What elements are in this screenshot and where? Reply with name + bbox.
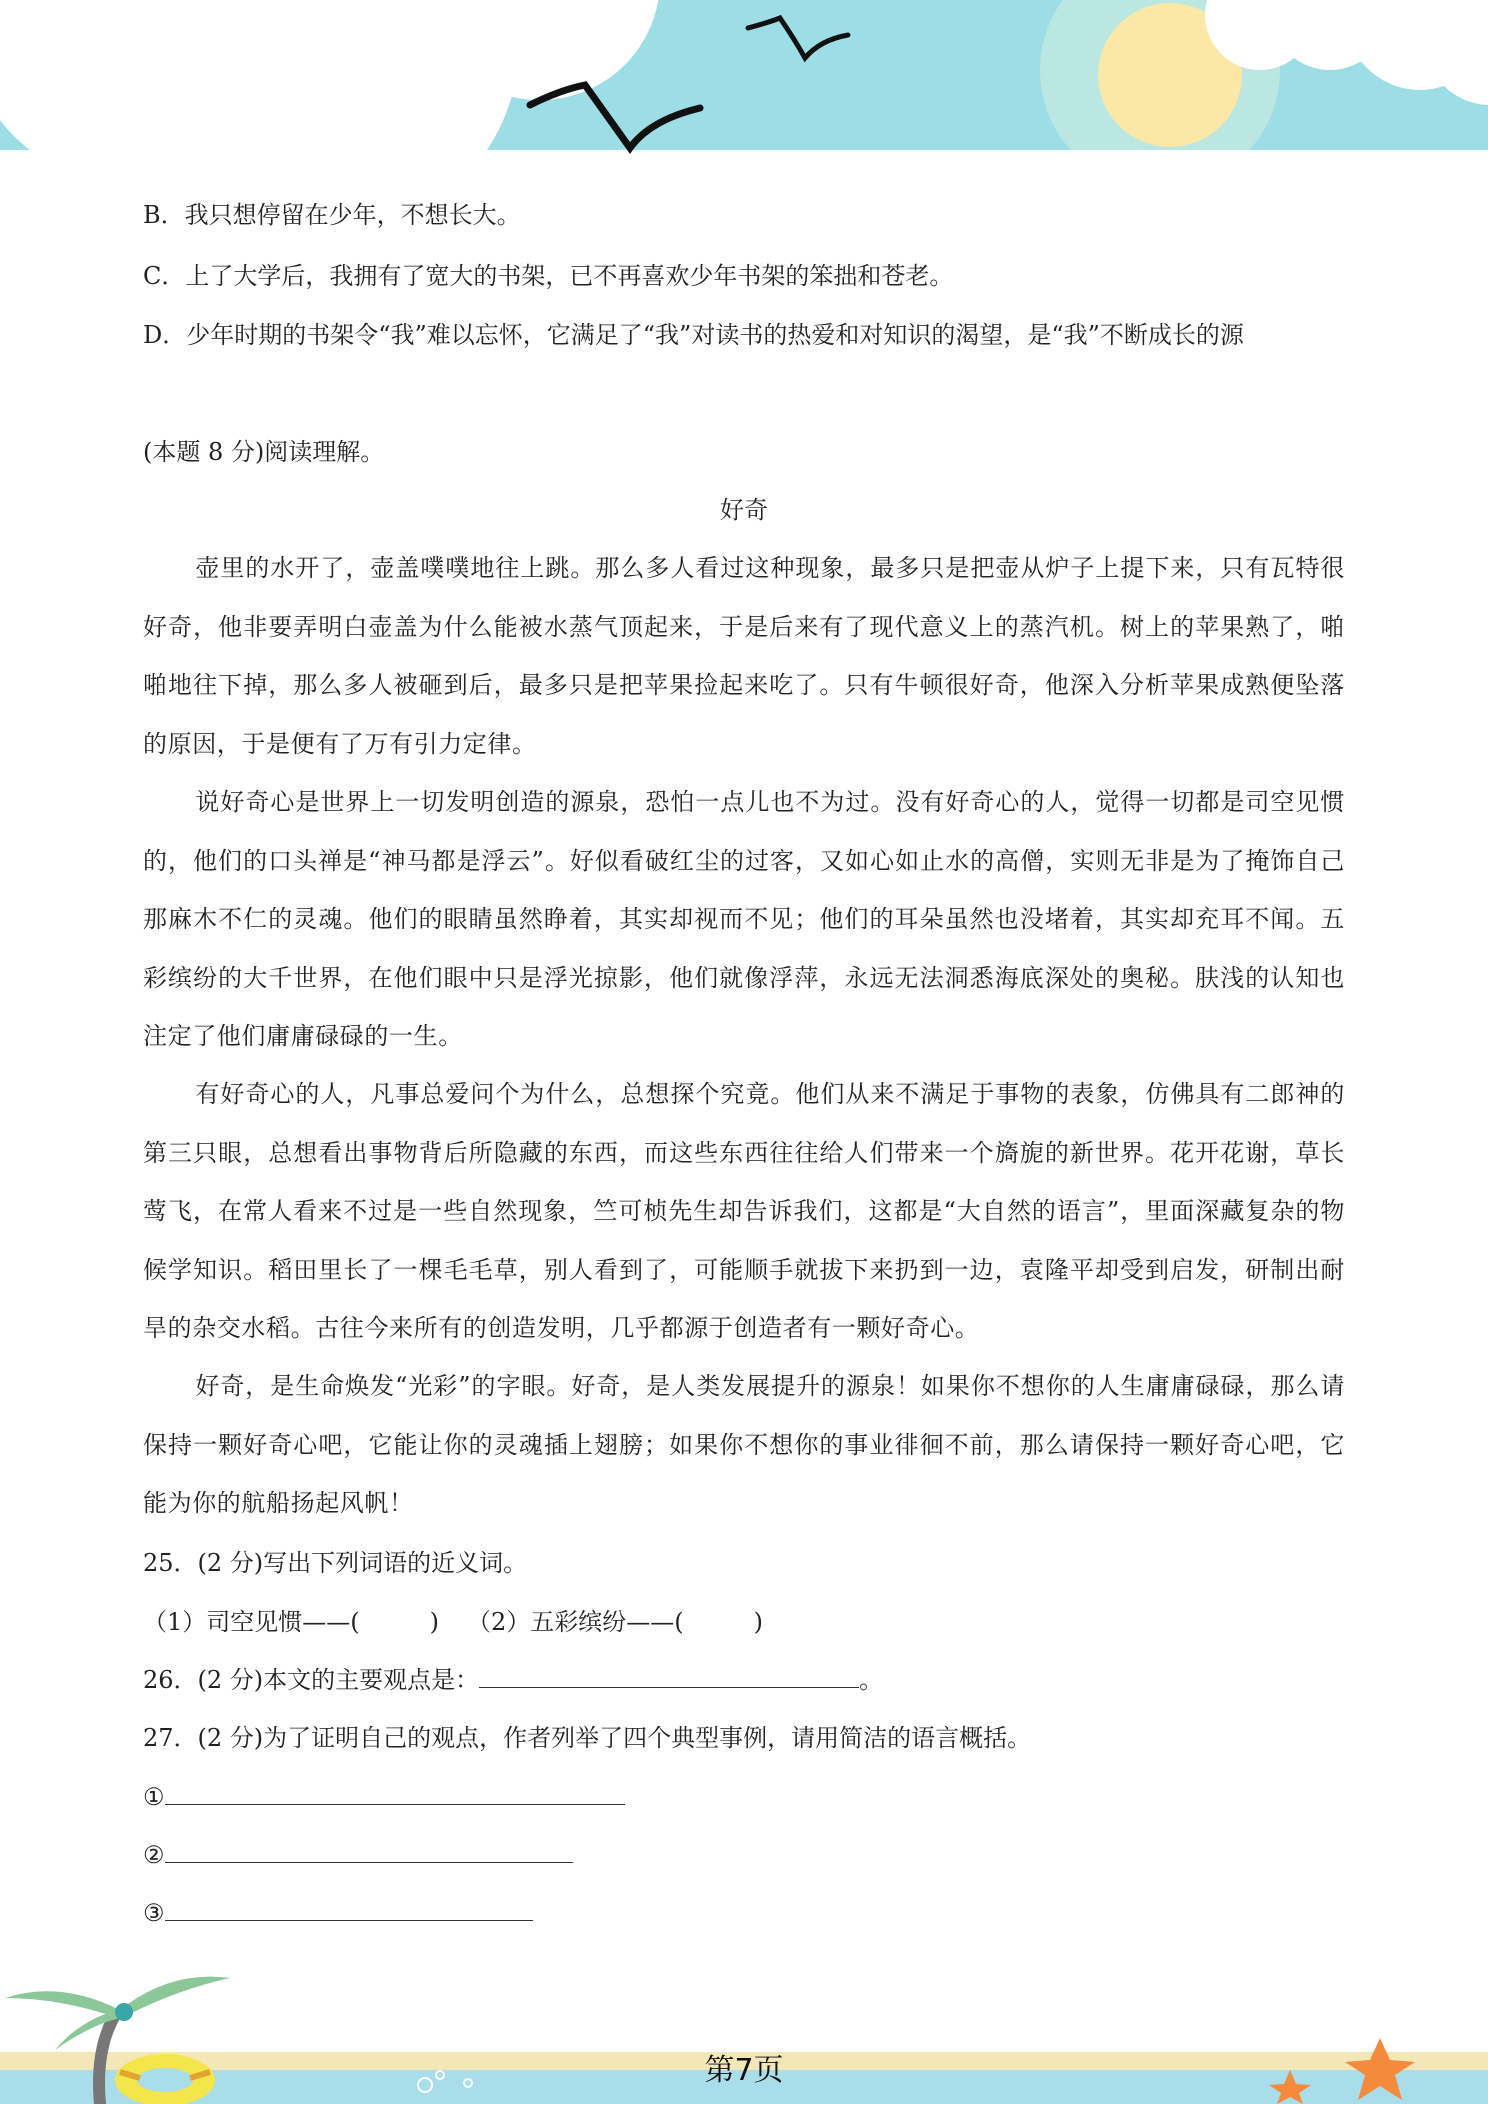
q27-answer-3-blank[interactable]	[165, 1898, 533, 1921]
q26-suffix: 。	[859, 1666, 884, 1694]
header-decoration	[0, 0, 1488, 170]
paragraph-4-text: 好奇，是生命焕发“光彩”的字眼。好奇，是人类发展提升的源泉！如果你不想你的人生庸庸碌碌，那么请保持一颗好奇心吧，它能让你的灵魂插上翅膀；如果你不想你的事业徘徊不前，那么请保持一颗好奇心吧，它能为你的航船扬起风帆！	[143, 1372, 1345, 1517]
q25-item1-prefix: （1）司空见惯——(	[143, 1608, 360, 1636]
paragraph-3-text: 有好奇心的人，凡事总爱问个为什么，总想探个究竟。他们从来不满足于事物的表象，仿佛具有二郎神的第三只眼，总想看出事物背后所隐藏的东西，而这些东西往往给人们带来一个旖旎的新世界。花开花谢，草长莺飞，在常人看来不过是一些自然现象，竺可桢先生却告诉我们，这都是“大自然的语言”，里面深藏复杂的物候学知识。稻田里长了一棵毛毛草，别人看到了，可能顺手就拔下来扔到一边，袁隆平却受到启发，研制出耐旱的杂交水稻。古往今来所有的创造发明，几乎都源于创造者有一颗好奇心。	[143, 1080, 1345, 1342]
paragraph-3	[143, 1065, 1345, 1358]
q25-item2-suffix: )	[753, 1608, 764, 1636]
q27-answer-1-blank[interactable]	[165, 1782, 625, 1805]
section-intro: (本题 8 分)阅读理解。	[143, 438, 385, 466]
q27-marker-2: ②	[143, 1841, 165, 1869]
q27-answer-2-blank[interactable]	[165, 1840, 573, 1863]
option-c: C．上了大学后，我拥有了宽大的书架，已不再喜欢少年书架的笨拙和苍老。	[143, 262, 954, 290]
q27-marker-1: ①	[143, 1783, 165, 1811]
q27-marker-3: ③	[143, 1899, 165, 1927]
q25-item1-suffix: )	[429, 1608, 440, 1636]
passage-title: 好奇	[720, 496, 768, 524]
question-26	[143, 1665, 883, 1695]
q26-prefix: 26．(2 分)本文的主要观点是：	[143, 1666, 480, 1694]
question-25-items	[143, 1607, 763, 1637]
q27-answer-2	[143, 1840, 573, 1870]
q27-answer-1	[143, 1782, 625, 1812]
question-25-stem: 25．(2 分)写出下列词语的近义词。	[143, 1549, 528, 1577]
paragraph-1-text: 壶里的水开了，壶盖噗噗地往上跳。那么多人看过这种现象，最多只是把壶从炉子上提下来，只有瓦特很好奇，他非要弄明白壶盖为什么能被水蒸气顶起来，于是后来有了现代意义上的蒸汽机。树上的苹果熟了，啪啪地往下掉，那么多人被砸到后，最多只是把苹果捡起来吃了。只有牛顿很好奇，他深入分析苹果成熟便坠落的原因，于是便有了万有引力定律。	[143, 554, 1345, 758]
paragraph-1	[143, 539, 1345, 773]
question-27-stem: 27．(2 分)为了证明自己的观点，作者列举了四个典型事例，请用简洁的语言概括。	[143, 1724, 1032, 1752]
page-number: 第7页	[704, 2053, 784, 2088]
q27-answer-3	[143, 1898, 533, 1928]
option-d: D．少年时期的书架令“我”难以忘怀，它满足了“我”对读书的热爱和对知识的渴望，是“我”不断成长的源	[143, 321, 1244, 349]
paragraph-2	[143, 773, 1345, 1066]
q25-item2-prefix: （2）五彩缤纷——(	[467, 1608, 684, 1636]
q26-answer-blank[interactable]	[479, 1665, 859, 1688]
option-b: B．我只想停留在少年，不想长大。	[143, 201, 521, 229]
paragraph-4	[143, 1357, 1345, 1533]
paragraph-2-text: 说好奇心是世界上一切发明创造的源泉，恐怕一点儿也不为过。没有好奇心的人，觉得一切都是司空见惯的，他们的口头禅是“神马都是浮云”。好似看破红尘的过客，又如心如止水的高僧，实则无非是为了掩饰自己那麻木不仁的灵魂。他们的眼睛虽然睁着，其实却视而不见；他们的耳朵虽然也没堵着，其实却充耳不闻。五彩缤纷的大千世界，在他们眼中只是浮光掠影，他们就像浮萍，永远无法洞悉海底深处的奥秘。肤浅的认知也注定了他们庸庸碌碌的一生。	[143, 788, 1345, 1050]
